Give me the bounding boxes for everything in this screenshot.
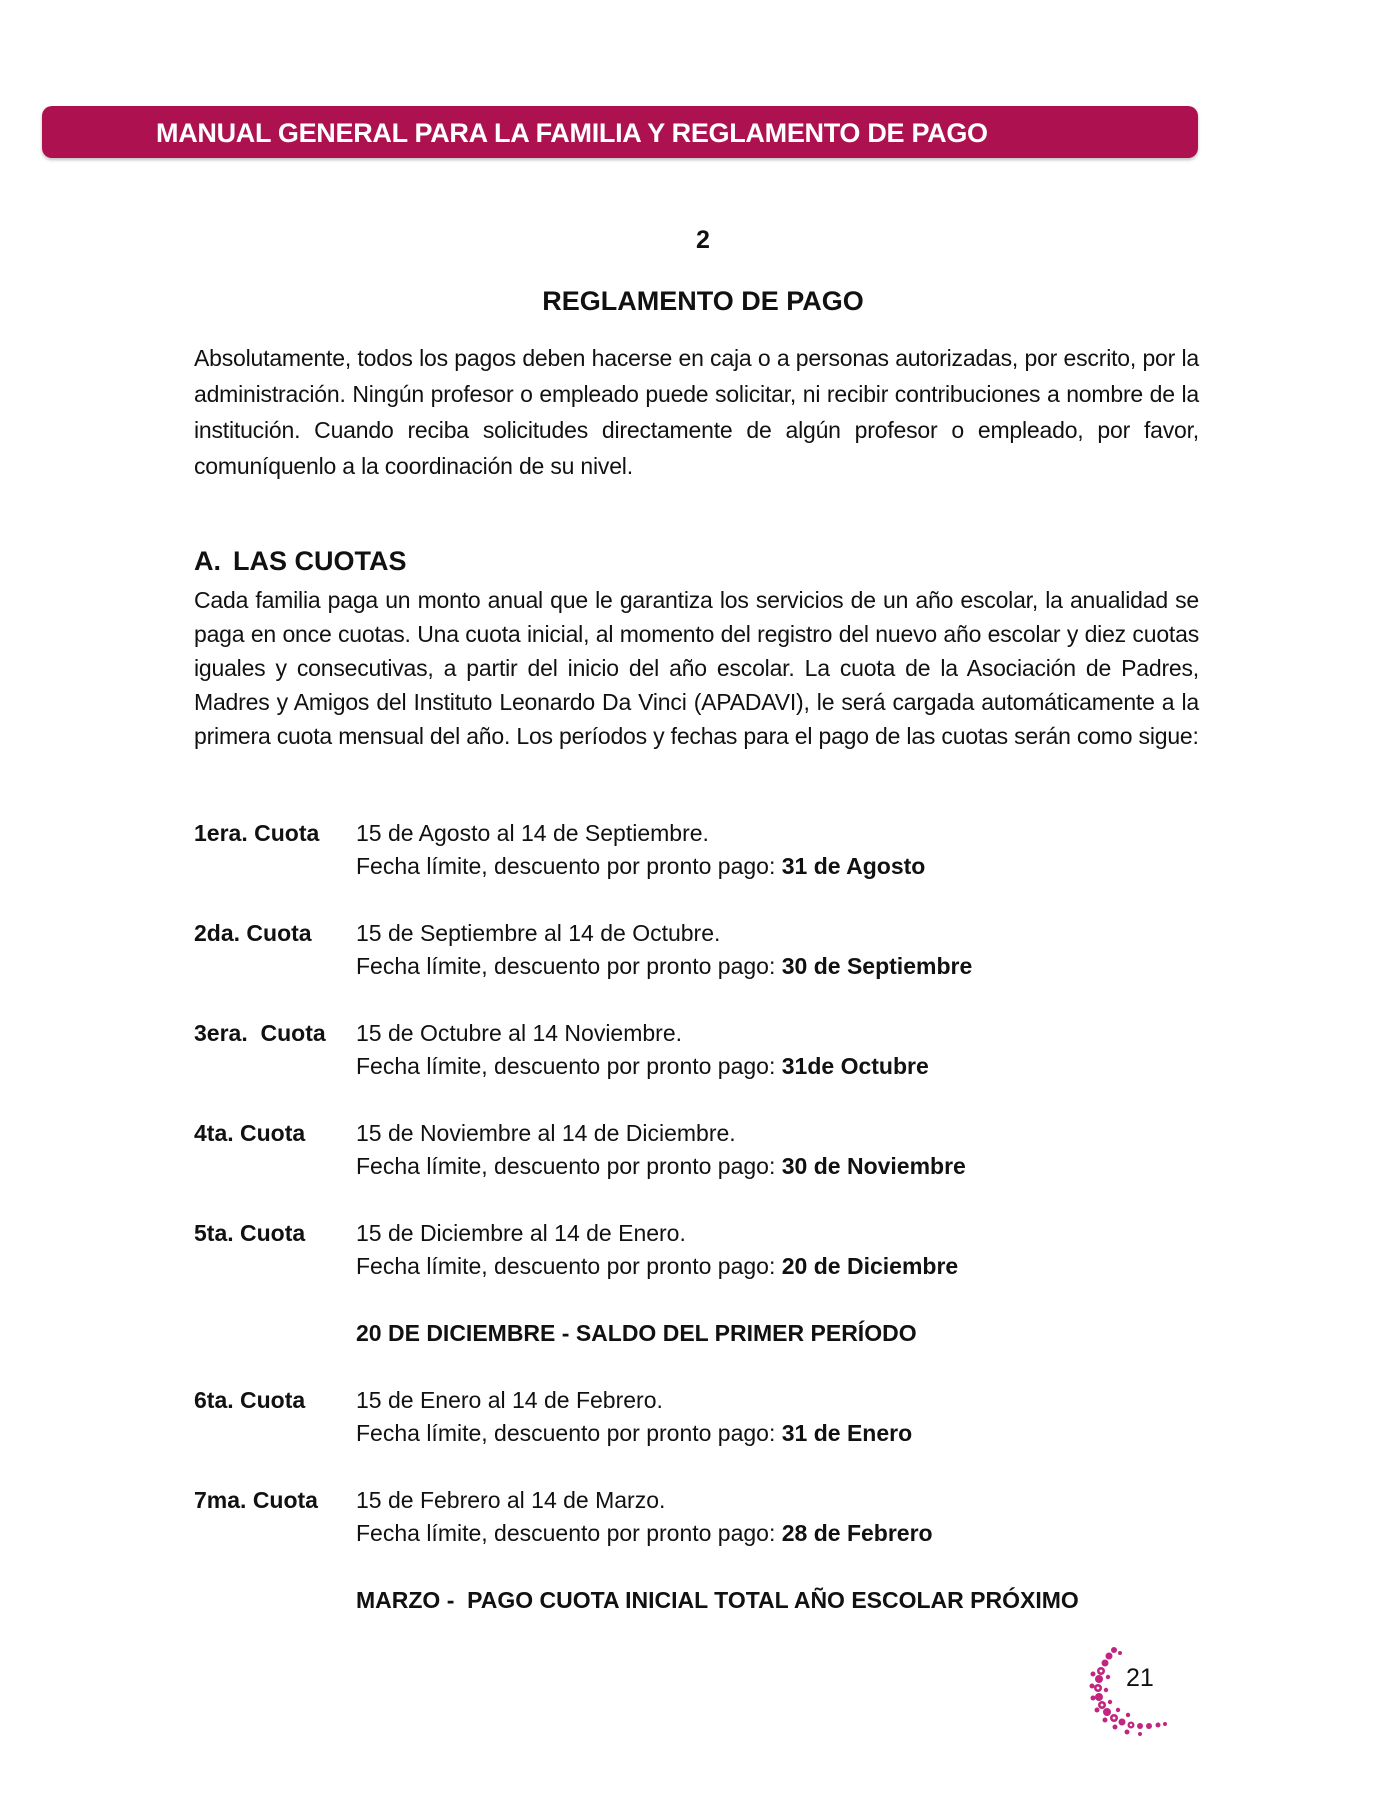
deadline-prefix: Fecha límite, descuento por pronto pago: xyxy=(356,1053,782,1079)
cuota-label: 5ta. Cuota xyxy=(194,1220,306,1246)
marzo-note: MARZO - PAGO CUOTA INICIAL TOTAL AÑO ESCOLAR PRÓXIMO xyxy=(356,1587,1079,1613)
cuota-deadline xyxy=(356,1416,912,1450)
cuota-period: 15 de Noviembre al 14 de Diciembre. xyxy=(356,1120,736,1146)
deadline-date: 28 de Febrero xyxy=(781,1520,933,1546)
deadline-date: 30 de Septiembre xyxy=(781,953,973,979)
deadline-prefix: Fecha límite, descuento por pronto pago: xyxy=(356,1520,782,1546)
saldo-note: 20 DE DICIEMBRE - SALDO DEL PRIMER PERÍODO xyxy=(356,1320,917,1346)
deadline-prefix: Fecha límite, descuento por pronto pago: xyxy=(356,1420,782,1446)
cuota-row xyxy=(194,1383,1199,1453)
section-number: 2 xyxy=(696,226,710,254)
cuota-period: 15 de Agosto al 14 de Septiembre. xyxy=(356,820,709,846)
deadline-prefix: Fecha límite, descuento por pronto pago: xyxy=(356,1253,782,1279)
cuota-label: 1era. Cuota xyxy=(194,820,320,846)
cuota-label: 7ma. Cuota xyxy=(194,1487,318,1513)
cuota-label: 2da. Cuota xyxy=(194,920,312,946)
deadline-prefix: Fecha límite, descuento por pronto pago: xyxy=(356,1153,782,1179)
deadline-date: 31 de Agosto xyxy=(781,853,926,879)
cuota-deadline xyxy=(356,1049,929,1083)
cuota-deadline xyxy=(356,949,972,983)
cuota-deadline xyxy=(356,849,925,883)
deadline-prefix: Fecha límite, descuento por pronto pago: xyxy=(356,953,782,979)
deadline-date: 31 de Enero xyxy=(781,1420,913,1446)
cuota-label: 6ta. Cuota xyxy=(194,1387,306,1413)
subsection-letter: A. xyxy=(194,546,221,576)
section-title: REGLAMENTO DE PAGO xyxy=(542,286,864,316)
header-bar xyxy=(42,106,1198,158)
cuota-period: 15 de Febrero al 14 de Marzo. xyxy=(356,1487,666,1513)
deadline-prefix: Fecha límite, descuento por pronto pago: xyxy=(356,853,782,879)
deadline-date: 30 de Noviembre xyxy=(781,1153,966,1179)
page-number: 21 xyxy=(1126,1664,1154,1692)
cuota-period: 15 de Septiembre al 14 de Octubre. xyxy=(356,920,721,946)
cuotas-paragraph: Cada familia paga un monto anual que le garantiza los servicios de un año escolar, la anualidad se paga en once cuotas. Una cuota inicial, al momento del registro del nuevo año escolar y diez cuotas iguales y consecutivas, a partir del inicio del año escolar. La cuota de la Asociación de Padres, Madres y Amigos del Instituto Leonardo Da Vinci (APADAVI), le será cargada automáticamente a la primera cuota mensual del año. Los períodos y fechas para el pago de las cuotas serán como sigue: xyxy=(194,587,1199,749)
cuota-row xyxy=(194,1216,1199,1286)
cuota-label: 4ta. Cuota xyxy=(194,1120,306,1146)
cuota-period: 15 de Octubre al 14 Noviembre. xyxy=(356,1020,683,1046)
cuota-deadline xyxy=(356,1149,966,1183)
cuota-label: 3era. Cuota xyxy=(194,1020,326,1046)
intro-paragraph: Absolutamente, todos los pagos deben hacerse en caja o a personas autorizadas, por escrito, por la administración. Ningún profesor o empleado puede solicitar, ni recibir contribuciones a nombre de la institución. Cuando reciba solicitudes directamente de algún profesor o empleado, por favor, comuníquenlo a la coordinación de su nivel. xyxy=(194,345,1199,479)
cuota-row xyxy=(194,816,1199,886)
cuota-period: 15 de Diciembre al 14 de Enero. xyxy=(356,1220,686,1246)
deadline-date: 31de Octubre xyxy=(781,1053,929,1079)
header-title: MANUAL GENERAL PARA LA FAMILIA Y REGLAMENTO DE PAGO xyxy=(156,118,988,148)
cuota-row xyxy=(194,916,1199,986)
cuota-row xyxy=(194,1483,1199,1553)
cuota-row xyxy=(194,1016,1199,1086)
subsection-heading xyxy=(194,546,407,577)
cuota-deadline xyxy=(356,1516,933,1550)
cuota-row xyxy=(194,1116,1199,1186)
cuota-deadline xyxy=(356,1249,958,1283)
cuota-period: 15 de Enero al 14 de Febrero. xyxy=(356,1387,663,1413)
deadline-date: 20 de Diciembre xyxy=(781,1253,959,1279)
subsection-title: LAS CUOTAS xyxy=(233,546,407,576)
